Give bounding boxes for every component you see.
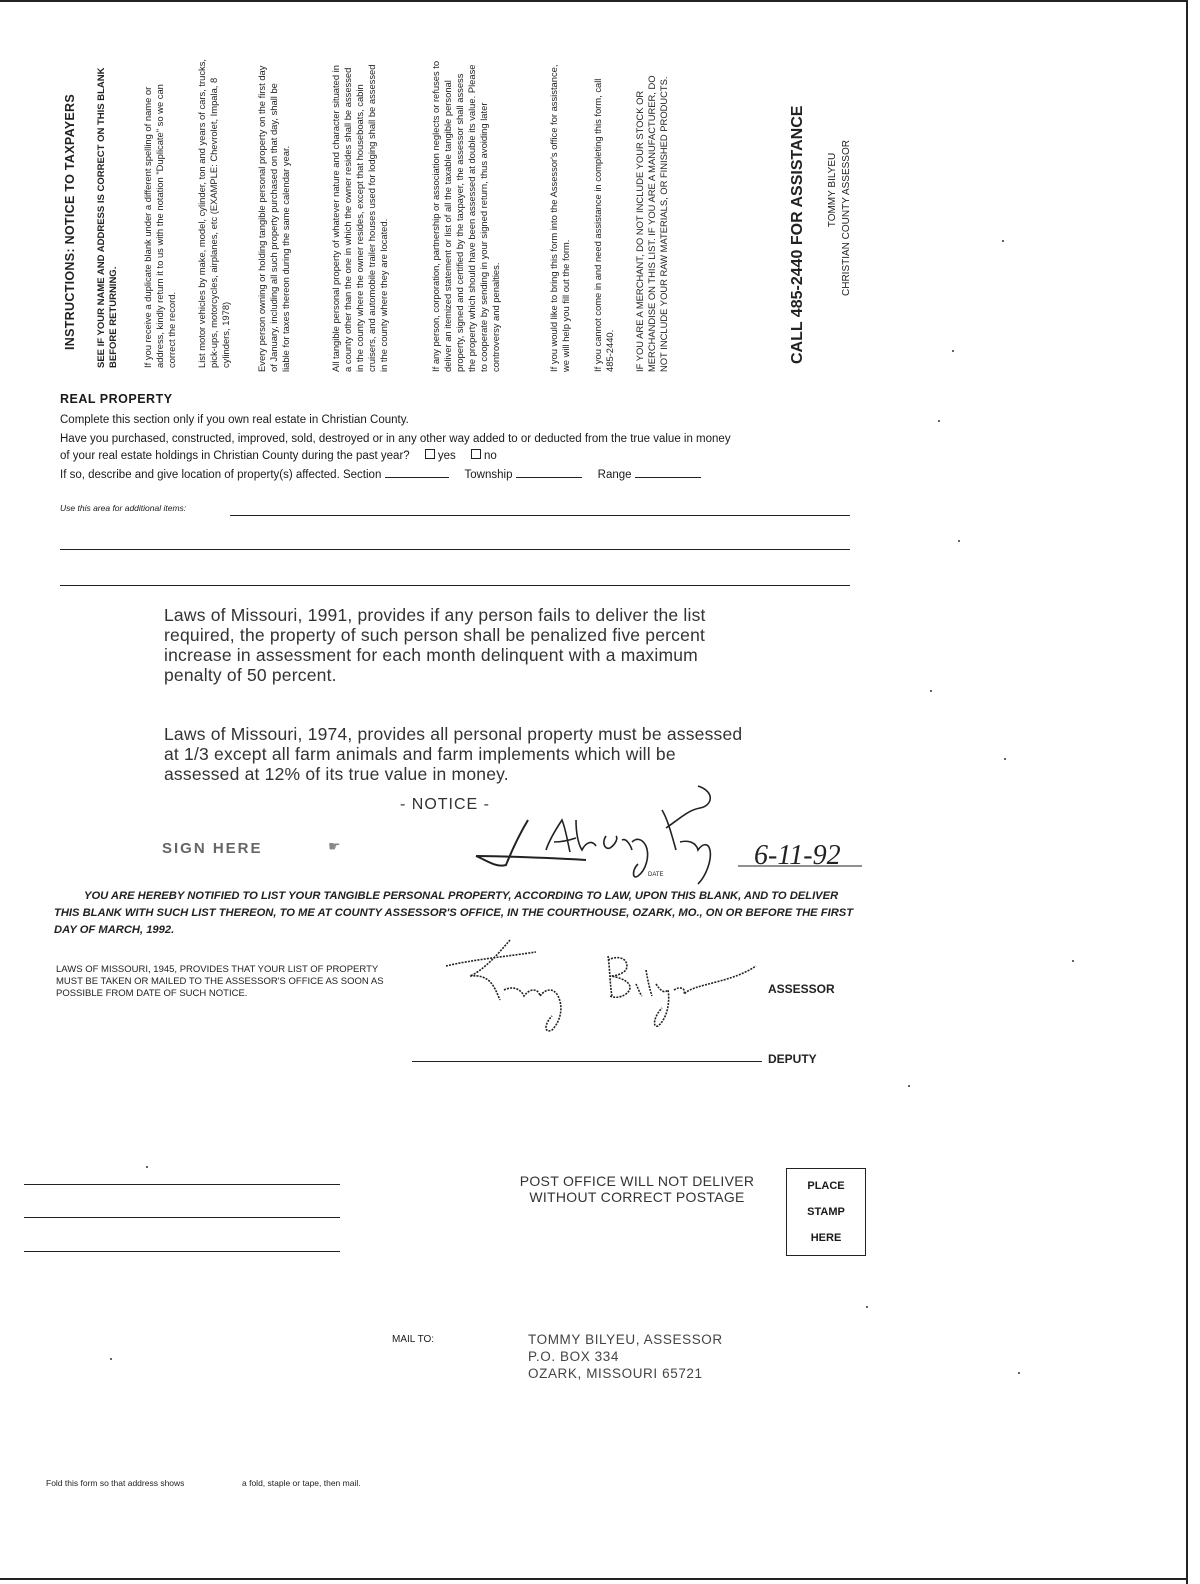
page-border-bottom bbox=[0, 1578, 1188, 1580]
instruction-item-8: If you cannot come in and need assistance in completing this form, call 485-2440. bbox=[592, 78, 615, 372]
real-property-line4: If so, describe and give location of property(s) affected. bbox=[60, 469, 340, 481]
instruction-item-2: If you receive a duplicate blank under a different spelling of name or address, kindly return it to us with the notation "Duplicate" so we can correct the record. bbox=[142, 84, 177, 368]
additional-line-1[interactable] bbox=[230, 515, 850, 516]
scan-speck bbox=[958, 540, 960, 542]
page-border-top bbox=[0, 0, 1188, 2]
return-address-line-2[interactable] bbox=[24, 1217, 340, 1218]
law-1991-paragraph: Laws of Missouri, 1991, provides if any person fails to deliver the list required, the property of such person shall be penalized five percent increase in assessment for each month delinquent with a maximum penalty of 50 percent. bbox=[164, 605, 706, 685]
scan-speck bbox=[110, 1358, 112, 1360]
additional-line-2[interactable] bbox=[60, 549, 850, 550]
yes-label: yes bbox=[437, 450, 456, 462]
scan-speck bbox=[938, 420, 940, 422]
taxpayer-signature bbox=[466, 780, 866, 900]
scan-speck bbox=[1002, 240, 1004, 242]
real-property-heading: REAL PROPERTY bbox=[60, 392, 173, 406]
instruction-item-1: SEE IF YOUR NAME AND ADDRESS IS CORRECT ON THIS BLANK BEFORE RETURNING. bbox=[96, 67, 119, 368]
stamp-line-3: HERE bbox=[810, 1232, 842, 1244]
notice-text: YOU ARE HEREBY NOTIFIED TO LIST YOUR TANGIBLE PERSONAL PROPERTY, ACCORDING TO LAW, UPON THIS BLANK, AND TO DELIVER THIS BLANK WITH SUCH LIST THEREON, TO ME AT COUNTY ASSESSOR'S OFFICE, IN THE COURTHOUSE, OZARK, MO., ON OR BEFORE THE FIRST DAY OF MARCH, 1992. bbox=[54, 890, 854, 936]
range-label: Range bbox=[597, 469, 632, 481]
scan-speck bbox=[1018, 1372, 1020, 1374]
scan-speck bbox=[1004, 758, 1006, 760]
notice-heading: - NOTICE - bbox=[400, 796, 490, 813]
page-border-right bbox=[1186, 0, 1188, 1584]
footer-left: Fold this form so that address shows bbox=[46, 1478, 185, 1488]
address-line-3: OZARK, MISSOURI 65721 bbox=[528, 1366, 703, 1381]
stamp-line-1: PLACE bbox=[807, 1180, 845, 1192]
township-field[interactable] bbox=[516, 467, 582, 478]
real-property-line1: Complete this section only if you own real estate in Christian County. bbox=[60, 414, 409, 426]
instruction-item-7: If you would like to bring this form into the Assessor's office for assistance, we will help you fill out the form. bbox=[548, 64, 571, 372]
no-checkbox[interactable] bbox=[471, 449, 481, 459]
real-property-line3: of your real estate holdings in Christian County during the past year? bbox=[60, 450, 410, 462]
yes-checkbox[interactable] bbox=[425, 449, 435, 459]
stamp-line-2: STAMP bbox=[807, 1206, 845, 1218]
range-field[interactable] bbox=[635, 467, 701, 478]
address-line-1: TOMMY BILYEU, ASSESSOR bbox=[528, 1332, 723, 1347]
deputy-signature-line[interactable] bbox=[412, 1061, 762, 1062]
pointing-hand-icon: ☛ bbox=[328, 838, 340, 854]
scan-speck bbox=[1072, 960, 1074, 962]
stamp-box bbox=[786, 1168, 866, 1256]
instruction-item-9: IF YOU ARE A MERCHANT, DO NOT INCLUDE YOUR STOCK OR MERCHANDISE ON THIS LIST. IF YOU ARE A MANUFACTURER, DO NOT INCLUDE YOUR RAW MATERIALS, OR FINISHED PRODUCTS. bbox=[634, 75, 669, 372]
additional-items-label: Use this area for additional items: bbox=[60, 503, 187, 513]
assessor-name-rotated: TOMMY BILYEU bbox=[827, 152, 838, 228]
scan-speck bbox=[908, 1085, 910, 1087]
deputy-label: DEPUTY bbox=[768, 1052, 817, 1066]
return-address-line-3[interactable] bbox=[24, 1251, 340, 1252]
return-address-line-1[interactable] bbox=[24, 1184, 340, 1185]
scan-speck bbox=[866, 1306, 868, 1308]
scan-speck bbox=[930, 690, 932, 692]
call-for-assistance: CALL 485-2440 FOR ASSISTANCE bbox=[789, 105, 806, 364]
section-label: Section bbox=[342, 469, 382, 481]
assessor-label: ASSESSOR bbox=[768, 982, 835, 996]
instruction-item-6: If any person, corporation, partnership or association neglects or refuses to deliver an itemized statement or list of all the taxable tangible personal property, signed and certified by the taxpayer, the assessor shall assess the property which should have been assessed at double its value. Please to cooperate by sending in your signed return, thus avoiding later controversy and penalties. bbox=[430, 60, 501, 372]
address-line-2: P.O. BOX 334 bbox=[528, 1349, 620, 1364]
mailing-address bbox=[528, 1331, 723, 1382]
scan-speck bbox=[952, 350, 954, 352]
postage-notice: POST OFFICE WILL NOT DELIVER WITHOUT CORRECT POSTAGE bbox=[519, 1173, 755, 1205]
real-property-line2: Have you purchased, constructed, improved, sold, destroyed or in any other way added to or deducted from the true value in money bbox=[60, 433, 731, 445]
footer-right: a fold, staple or tape, then mail. bbox=[242, 1478, 361, 1488]
date-label: DATE bbox=[648, 872, 664, 878]
mail-to-label: MAIL TO: bbox=[392, 1334, 435, 1345]
assessor-signature bbox=[440, 930, 760, 1040]
sign-here-label: SIGN HERE bbox=[162, 840, 263, 857]
law-1945-text: LAWS OF MISSOURI, 1945, PROVIDES THAT YOUR LIST OF PROPERTY MUST BE TAKEN OR MAILED TO THE ASSESSOR'S OFFICE AS SOON AS POSSIBLE FROM DATE OF SUCH NOTICE. bbox=[56, 964, 384, 999]
township-label: Township bbox=[464, 469, 513, 481]
instructions-title: INSTRUCTIONS: NOTICE TO TAXPAYERS bbox=[63, 94, 77, 350]
assessor-title-rotated: CHRISTIAN COUNTY ASSESSOR bbox=[841, 140, 852, 296]
real-property-line3-row bbox=[60, 449, 497, 462]
instruction-item-3: List motor vehicles by make, model, cylinder, ton and years of cars, trucks, pick-ups, motorcycles, airplanes, etc (EXAMPLE: Chevrolet, Impala, 8 cylinders, 1978) bbox=[196, 59, 231, 368]
instruction-item-5: All tangible personal property of whatever nature and character situated in a county other than the one in which the owner resides shall be assessed in the county where the owner resides, except that houseboats, cabin cruisers, and automobile trailer houses used for lodging shall be assessed in the county where they are located. bbox=[330, 64, 389, 372]
instruction-item-4: Every person owning or holding tangible personal property on the first day of January, including all such property purchased on that day, shall be liable for taxes thereon during the same calendar year. bbox=[256, 65, 291, 372]
real-property-line4-row bbox=[60, 467, 701, 481]
scan-speck bbox=[146, 1166, 148, 1168]
date-value: 6-11-92 bbox=[754, 840, 841, 871]
section-field[interactable] bbox=[385, 467, 449, 478]
additional-line-3[interactable] bbox=[60, 585, 850, 586]
law-1974-paragraph: Laws of Missouri, 1974, provides all personal property must be assessed at 1/3 except all farm animals and farm implements which will be assessed at 12% of its true value in money. bbox=[164, 724, 743, 784]
no-label: no bbox=[483, 450, 497, 462]
